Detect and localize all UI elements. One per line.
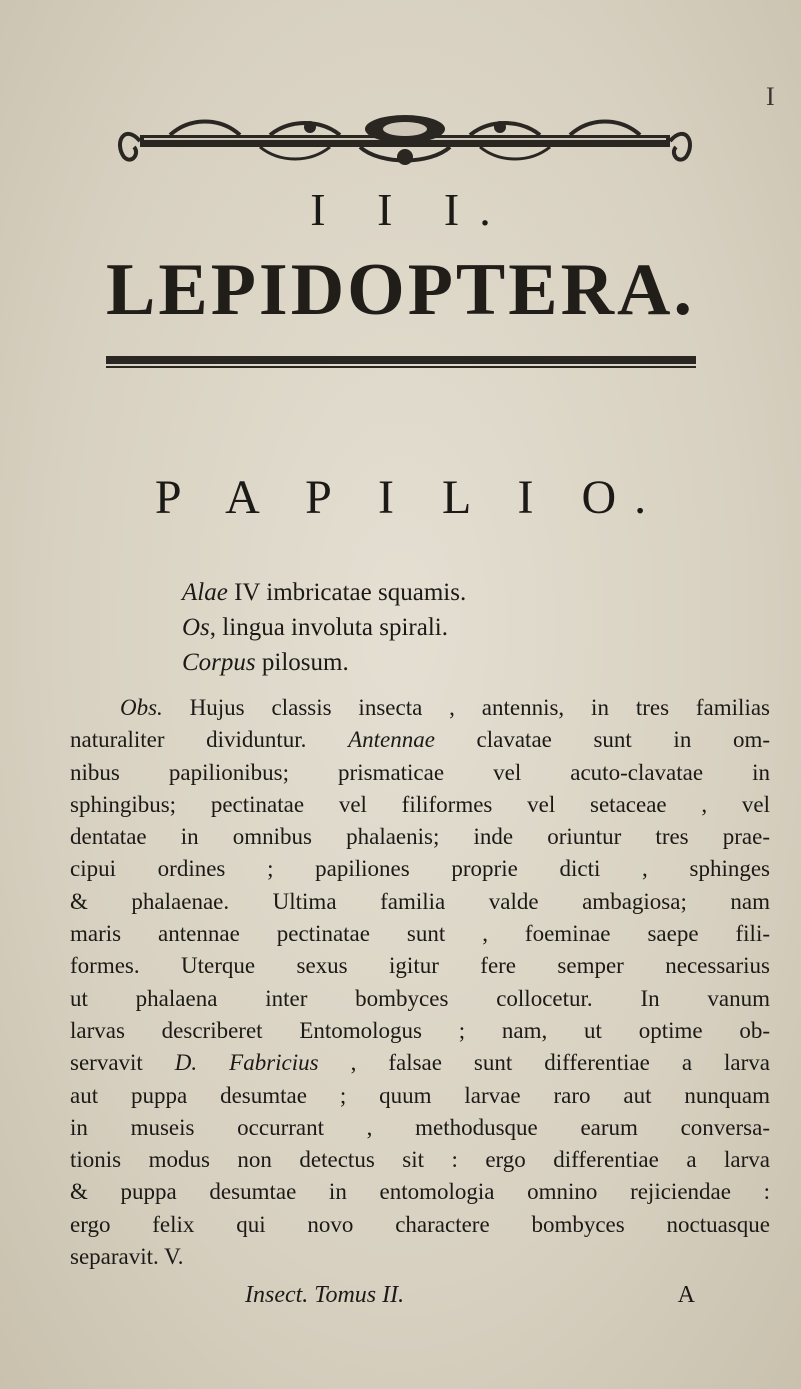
genus-title: P A P I L I O. <box>154 471 665 524</box>
observation-line: dentatae in omnibus phalaenis; inde oriuntur tres prae- <box>70 824 770 850</box>
volume-signature: Insect. Tomus II. <box>245 1282 405 1308</box>
observation-line: ergo felix qui novo charactere bombyces noctuasque <box>70 1211 770 1237</box>
observation-line: formes. Uterque sexus igitur fere semper necessarius <box>70 953 770 979</box>
character-corpus: Corpus pilosum. <box>182 649 349 676</box>
observation-line: Obs. Hujus classis insecta , antennis, in tres familias <box>120 695 770 720</box>
section-rule <box>106 356 696 370</box>
headpiece-ornament <box>110 113 700 169</box>
observation-line: larvas describeret Entomologus ; nam, ut optime ob- <box>70 1017 770 1043</box>
character-alae: Alae IV imbricatae squamis. <box>182 579 467 606</box>
page-number: I <box>766 82 775 111</box>
observation-line: ut phalaena inter bombyces collocetur. In vanum <box>70 985 770 1011</box>
page-footer <box>245 1282 695 1309</box>
observation-paragraph <box>70 692 770 1273</box>
gathering-mark: A <box>677 1282 695 1308</box>
order-title: LEPIDOPTERA. <box>105 249 695 331</box>
roman-numeral: I I I. <box>310 184 511 235</box>
character-list <box>182 575 742 680</box>
observation-line: servavit D. Fabricius , falsae sunt differentiae a larva <box>70 1050 770 1076</box>
observation-line: tionis modus non detectus sit : ergo differentiae a larva <box>70 1147 770 1173</box>
observation-line: maris antennae pectinatae sunt , foeminae saepe fili- <box>70 921 770 947</box>
observation-line: in museis occurrant , methodusque earum conversa- <box>70 1114 770 1140</box>
observation-line: & puppa desumtae in entomologia omnino rejiciendae : <box>70 1179 770 1205</box>
observation-line: separavit. V. <box>70 1244 184 1270</box>
observation-line: naturaliter dividuntur. Antennae clavatae sunt in om- <box>70 727 770 753</box>
observation-line: & phalaenae. Ultima familia valde ambagiosa; nam <box>70 888 770 914</box>
observation-label: Obs. <box>120 695 163 720</box>
observation-line: aut puppa desumtae ; quum larvae raro aut nunquam <box>70 1082 770 1108</box>
character-os: Os, lingua involuta spirali. <box>182 614 448 641</box>
observation-line: sphingibus; pectinatae vel filiformes vel setaceae , vel <box>70 791 770 817</box>
observation-line: cipui ordines ; papiliones proprie dicti , sphinges <box>70 856 770 882</box>
observation-line: nibus papilionibus; prismaticae vel acuto-clavatae in <box>70 759 770 785</box>
